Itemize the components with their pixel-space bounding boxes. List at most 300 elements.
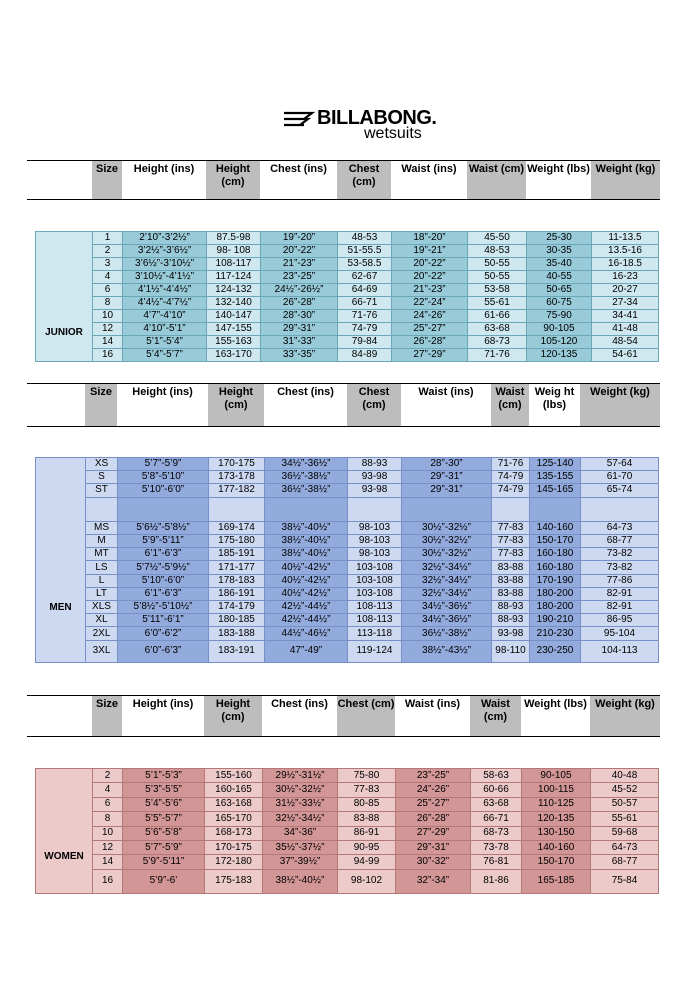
header-height-ins: Height (ins): [132, 698, 194, 710]
cell-height-cm: 178-183: [209, 574, 265, 587]
cell-height-ins: 5’3”-5’5”: [123, 783, 205, 797]
cell-size: 14: [93, 855, 123, 869]
cell-size: 12: [93, 840, 123, 854]
table-row: [36, 271, 659, 284]
cell-waist-cm: 77-83: [492, 535, 530, 548]
cell-weight-kg: [581, 497, 659, 521]
cell-waist-cm: 61-66: [468, 310, 527, 323]
cell-weight-lbs: 110-125: [522, 797, 591, 811]
cell-weight-kg: 64-73: [581, 521, 659, 534]
cell-weight-kg: 27-34: [592, 297, 659, 310]
cell-chest-cm: 90-95: [338, 840, 396, 854]
category-label: WOMEN: [36, 769, 93, 894]
cell-size: 2XL: [86, 627, 118, 640]
cell-chest-ins: 38½”-40½”: [263, 869, 338, 893]
cell-height-ins: 3’10½”-4’1½”: [123, 271, 207, 284]
cell-waist-cm: 50-55: [468, 271, 527, 284]
cell-height-cm: 170-175: [209, 458, 265, 471]
cell-height-ins: 5’8½”-5’10½”: [118, 601, 209, 614]
cell-weight-kg: 16-18.5: [592, 258, 659, 271]
table-row: [36, 471, 659, 484]
cell-chest-ins: 42½”-44½”: [265, 601, 348, 614]
cell-weight-kg: 104-113: [581, 640, 659, 662]
cell-waist-cm: 77-83: [492, 548, 530, 561]
cell-size: 6: [93, 284, 123, 297]
cell-weight-lbs: 135-155: [530, 471, 581, 484]
cell-waist-ins: 30½”-32½”: [402, 521, 492, 534]
cell-chest-cm: 94-99: [338, 855, 396, 869]
header-height-cm: Height (cm): [204, 696, 262, 737]
cell-height-cm: 183-191: [209, 640, 265, 662]
cell-size: 3: [93, 258, 123, 271]
cell-waist-cm: 45-50: [468, 232, 527, 245]
cell-size: 2: [93, 245, 123, 258]
category-label: MEN: [36, 458, 86, 663]
cell-waist-ins: 22”-24”: [392, 297, 468, 310]
cell-chest-ins: 29”-31”: [261, 323, 338, 336]
cell-weight-kg: 82-91: [581, 587, 659, 600]
cell-weight-lbs: 35-40: [527, 258, 592, 271]
cell-height-cm: 98- 108: [207, 245, 261, 258]
cell-chest-ins: 36½”-38½”: [265, 484, 348, 497]
cell-size: 4: [93, 271, 123, 284]
cell-waist-ins: 19”-21”: [392, 245, 468, 258]
cell-height-cm: 124-132: [207, 284, 261, 297]
cell-chest-ins: 31½”-33½”: [263, 797, 338, 811]
cell-weight-lbs: 160-180: [530, 561, 581, 574]
cell-waist-cm: 48-53: [468, 245, 527, 258]
cell-waist-cm: 83-88: [492, 561, 530, 574]
cell-height-cm: 177-182: [209, 484, 265, 497]
header-chest-ins: Chest (ins): [271, 698, 328, 710]
cell-height-cm: 180-185: [209, 614, 265, 627]
table-row: [36, 783, 659, 797]
cell-waist-ins: 29”-31”: [402, 484, 492, 497]
table-row: [36, 336, 659, 349]
junior-size-table: [35, 231, 659, 362]
cell-chest-cm: 98-103: [348, 548, 402, 561]
cell-waist-cm: 98-110: [492, 640, 530, 662]
cell-height-ins: 3’2½”-3’6½”: [123, 245, 207, 258]
cell-waist-cm: [492, 497, 530, 521]
cell-size: MT: [86, 548, 118, 561]
cell-height-cm: 186-191: [209, 587, 265, 600]
cell-waist-ins: 28”-30”: [402, 458, 492, 471]
cell-height-ins: 5’4”-5’6”: [123, 797, 205, 811]
cell-chest-cm: 98-103: [348, 535, 402, 548]
cell-height-ins: 5’6½”-5’8½”: [118, 521, 209, 534]
cell-weight-kg: 54-61: [592, 349, 659, 362]
header-height-cm: Height (cm): [208, 384, 264, 427]
cell-weight-lbs: 150-170: [522, 855, 591, 869]
table-row: [36, 601, 659, 614]
cell-chest-ins: 19”-20”: [261, 232, 338, 245]
cell-waist-ins: 26”-28”: [396, 812, 471, 826]
cell-waist-ins: 24”-26”: [396, 783, 471, 797]
cell-weight-kg: 45-52: [591, 783, 659, 797]
cell-size: LS: [86, 561, 118, 574]
header-chest-cm: Chest (cm): [337, 696, 395, 737]
cell-waist-cm: 53-58: [468, 284, 527, 297]
cell-waist-cm: 83-88: [492, 574, 530, 587]
cell-chest-ins: 37”-39½”: [263, 855, 338, 869]
brand-name: BILLABONG.: [317, 107, 437, 129]
cell-chest-cm: 108-113: [348, 614, 402, 627]
cell-size: LT: [86, 587, 118, 600]
cell-chest-cm: 66-71: [338, 297, 392, 310]
cell-waist-ins: 32½”-34½”: [402, 561, 492, 574]
cell-weight-lbs: 30-35: [527, 245, 592, 258]
cell-chest-cm: [348, 497, 402, 521]
cell-waist-ins: 29”-31”: [396, 840, 471, 854]
cell-weight-lbs: 190-210: [530, 614, 581, 627]
cell-weight-kg: 55-61: [591, 812, 659, 826]
cell-height-cm: 185-191: [209, 548, 265, 561]
cell-weight-lbs: 25-30: [527, 232, 592, 245]
cell-height-cm: 87.5-98: [207, 232, 261, 245]
cell-height-ins: 5’8”-5’10”: [118, 471, 209, 484]
cell-chest-cm: 83-88: [338, 812, 396, 826]
table-row: [36, 258, 659, 271]
cell-height-cm: 165-170: [205, 812, 263, 826]
cell-weight-kg: 64-73: [591, 840, 659, 854]
cell-waist-cm: 76-81: [471, 855, 522, 869]
cell-chest-ins: 21”-23”: [261, 258, 338, 271]
table-row: [36, 245, 659, 258]
table-row: [36, 797, 659, 811]
cell-waist-cm: 63-68: [471, 797, 522, 811]
cell-height-cm: 171-177: [209, 561, 265, 574]
cell-waist-ins: 25”-27”: [396, 797, 471, 811]
cell-chest-ins: 20”-22”: [261, 245, 338, 258]
cell-weight-lbs: 170-190: [530, 574, 581, 587]
cell-size: 12: [93, 323, 123, 336]
cell-waist-cm: 83-88: [492, 587, 530, 600]
header-waist-cm: Waist (cm): [491, 384, 529, 427]
cell-waist-ins: 29”-31”: [402, 471, 492, 484]
cell-waist-ins: 38½”-43½”: [402, 640, 492, 662]
table-row: [36, 458, 659, 471]
cell-chest-ins: 34½”-36½”: [265, 458, 348, 471]
header-size: Size: [85, 384, 117, 427]
header-size: Size: [92, 696, 122, 737]
cell-chest-cm: 108-113: [348, 601, 402, 614]
cell-chest-ins: [265, 497, 348, 521]
table-row: [36, 614, 659, 627]
cell-weight-lbs: 160-180: [530, 548, 581, 561]
cell-chest-ins: 31”-33”: [261, 336, 338, 349]
cell-chest-ins: 35½”-37½”: [263, 840, 338, 854]
cell-height-ins: [118, 497, 209, 521]
cell-height-ins: 5’10”-6’0”: [118, 574, 209, 587]
cell-waist-ins: 34½”-36½”: [402, 614, 492, 627]
junior-header-table: [27, 160, 660, 200]
cell-waist-cm: 68-73: [468, 336, 527, 349]
cell-weight-lbs: 210-230: [530, 627, 581, 640]
cell-height-cm: 160-165: [205, 783, 263, 797]
cell-size: 14: [93, 336, 123, 349]
cell-waist-ins: 30½”-32½”: [402, 535, 492, 548]
cell-weight-kg: 73-82: [581, 561, 659, 574]
cell-chest-cm: 53-58.5: [338, 258, 392, 271]
cell-height-cm: [209, 497, 265, 521]
cell-size: S: [86, 471, 118, 484]
cell-weight-kg: 20-27: [592, 284, 659, 297]
cell-height-cm: 163-170: [207, 349, 261, 362]
cell-waist-cm: 81-86: [471, 869, 522, 893]
cell-waist-ins: 36½”-38½”: [402, 627, 492, 640]
cell-weight-lbs: 50-65: [527, 284, 592, 297]
cell-weight-lbs: 125-140: [530, 458, 581, 471]
cell-weight-kg: 57-64: [581, 458, 659, 471]
table-row: [36, 812, 659, 826]
table-row: [36, 855, 659, 869]
cell-height-ins: 5’1”-5’4”: [123, 336, 207, 349]
cell-height-cm: 147-155: [207, 323, 261, 336]
table-row: [36, 869, 659, 893]
cell-weight-lbs: 230-250: [530, 640, 581, 662]
cell-height-ins: 4’10”-5’1”: [123, 323, 207, 336]
cell-size: [86, 497, 118, 521]
cell-size: 6: [93, 797, 123, 811]
cell-height-ins: 4’7”-4’10”: [123, 310, 207, 323]
cell-weight-kg: 73-82: [581, 548, 659, 561]
cell-height-ins: 2’10”-3’2½”: [123, 232, 207, 245]
cell-height-cm: 175-180: [209, 535, 265, 548]
cell-waist-ins: 30½”-32½”: [402, 548, 492, 561]
cell-size: 8: [93, 297, 123, 310]
cell-height-ins: 5’5”-5’7”: [123, 812, 205, 826]
cell-waist-cm: 68-73: [471, 826, 522, 840]
cell-weight-kg: 16-23: [592, 271, 659, 284]
cell-waist-ins: 20”-22”: [392, 271, 468, 284]
cell-chest-ins: 26”-28”: [261, 297, 338, 310]
cell-size: 2: [93, 769, 123, 783]
category-label: JUNIOR: [36, 232, 93, 362]
cell-height-cm: 155-163: [207, 336, 261, 349]
cell-chest-ins: 40½”-42½”: [265, 561, 348, 574]
table-row: [36, 310, 659, 323]
cell-waist-cm: 88-93: [492, 601, 530, 614]
table-row: [36, 627, 659, 640]
table-row: [36, 640, 659, 662]
men-size-table: [35, 457, 659, 663]
cell-waist-ins: 23”-25”: [396, 769, 471, 783]
cell-chest-ins: 38½”-40½”: [265, 535, 348, 548]
cell-size: 10: [93, 826, 123, 840]
cell-height-cm: 168-173: [205, 826, 263, 840]
header-waist-cm: Waist (cm): [467, 161, 526, 200]
header-size: Size: [92, 161, 122, 200]
cell-chest-ins: 23”-25”: [261, 271, 338, 284]
header-weight-kg: Weight (kg): [580, 384, 660, 427]
cell-chest-cm: 103-108: [348, 587, 402, 600]
table-row: [36, 484, 659, 497]
table-row: [36, 497, 659, 521]
cell-height-ins: 5’9”-5’11”: [118, 535, 209, 548]
table-row: [36, 284, 659, 297]
table-row: [36, 574, 659, 587]
cell-weight-lbs: 130-150: [522, 826, 591, 840]
cell-chest-cm: 51-55.5: [338, 245, 392, 258]
cell-weight-lbs: 165-185: [522, 869, 591, 893]
cell-weight-kg: 82-91: [581, 601, 659, 614]
cell-size: XS: [86, 458, 118, 471]
cell-chest-ins: 40½”-42½”: [265, 587, 348, 600]
cell-chest-ins: 29½”-31½”: [263, 769, 338, 783]
men-header-table: [27, 383, 660, 427]
cell-weight-lbs: 145-165: [530, 484, 581, 497]
cell-waist-cm: 71-76: [468, 349, 527, 362]
cell-chest-ins: 42½”-44½”: [265, 614, 348, 627]
cell-size: MS: [86, 521, 118, 534]
table-row: [36, 548, 659, 561]
header-weight-kg: Weight (kg): [591, 161, 660, 200]
cell-size: 16: [93, 349, 123, 362]
cell-waist-ins: 27”-29”: [396, 826, 471, 840]
cell-size: 10: [93, 310, 123, 323]
header-weight-lbs: Weight (lbs): [527, 163, 590, 175]
cell-waist-cm: 88-93: [492, 614, 530, 627]
cell-chest-cm: 86-91: [338, 826, 396, 840]
table-row: [36, 769, 659, 783]
cell-chest-ins: 30½”-32½”: [263, 783, 338, 797]
cell-height-ins: 5’7”-5’9”: [118, 458, 209, 471]
cell-weight-lbs: 40-55: [527, 271, 592, 284]
cell-chest-cm: 93-98: [348, 471, 402, 484]
cell-size: 4: [93, 783, 123, 797]
cell-waist-ins: 20”-22”: [392, 258, 468, 271]
cell-height-ins: 5’7½”-5’9½”: [118, 561, 209, 574]
cell-chest-cm: 74-79: [338, 323, 392, 336]
header-spacer: [27, 384, 85, 427]
cell-chest-cm: 113-118: [348, 627, 402, 640]
cell-height-cm: 169-174: [209, 521, 265, 534]
cell-waist-cm: 58-63: [471, 769, 522, 783]
cell-waist-cm: 66-71: [471, 812, 522, 826]
cell-waist-cm: 55-61: [468, 297, 527, 310]
header-waist-ins: Waist (ins): [401, 163, 457, 175]
cell-chest-ins: 40½”-42½”: [265, 574, 348, 587]
cell-chest-cm: 119-124: [348, 640, 402, 662]
cell-chest-ins: 44½”-46½”: [265, 627, 348, 640]
cell-weight-lbs: 90-105: [522, 769, 591, 783]
cell-height-cm: 183-188: [209, 627, 265, 640]
cell-chest-ins: 38½”-40½”: [265, 521, 348, 534]
cell-height-ins: 5’11”-6’1”: [118, 614, 209, 627]
cell-waist-cm: 63-68: [468, 323, 527, 336]
cell-height-cm: 132-140: [207, 297, 261, 310]
header-height-cm: Height (cm): [206, 161, 260, 200]
cell-weight-kg: 68-77: [591, 855, 659, 869]
cell-height-ins: 5’9”-5’11”: [123, 855, 205, 869]
cell-chest-ins: 36½”-38½”: [265, 471, 348, 484]
cell-chest-ins: 34”-36”: [263, 826, 338, 840]
cell-weight-kg: 77-86: [581, 574, 659, 587]
cell-waist-cm: 60-66: [471, 783, 522, 797]
table-row: [36, 535, 659, 548]
cell-height-ins: 5’6”-5’8”: [123, 826, 205, 840]
cell-weight-lbs: 140-160: [530, 521, 581, 534]
cell-height-cm: 175-183: [205, 869, 263, 893]
billabong-wave-mark-icon: [282, 109, 316, 129]
header-weight-kg: Weight (kg): [590, 696, 660, 737]
table-row: [36, 349, 659, 362]
cell-weight-kg: 48-54: [592, 336, 659, 349]
cell-waist-cm: 50-55: [468, 258, 527, 271]
cell-height-ins: 6’1”-6’3”: [118, 587, 209, 600]
cell-height-cm: 155-160: [205, 769, 263, 783]
cell-height-cm: 140-147: [207, 310, 261, 323]
cell-chest-cm: 79-84: [338, 336, 392, 349]
cell-waist-cm: 74-79: [492, 471, 530, 484]
header-height-ins: Height (ins): [132, 386, 193, 398]
cell-weight-kg: 68-77: [581, 535, 659, 548]
cell-chest-cm: 62-67: [338, 271, 392, 284]
cell-height-cm: 174-179: [209, 601, 265, 614]
cell-chest-ins: 32½”-34½”: [263, 812, 338, 826]
cell-weight-lbs: 60-75: [527, 297, 592, 310]
header-spacer: [27, 696, 92, 737]
cell-waist-ins: 25”-27”: [392, 323, 468, 336]
cell-weight-kg: 61-70: [581, 471, 659, 484]
cell-chest-ins: 33”-35”: [261, 349, 338, 362]
cell-weight-kg: 50-57: [591, 797, 659, 811]
cell-size: L: [86, 574, 118, 587]
cell-height-cm: 108-117: [207, 258, 261, 271]
cell-weight-kg: 34-41: [592, 310, 659, 323]
cell-weight-kg: 95-104: [581, 627, 659, 640]
header-chest-ins: Chest (ins): [277, 386, 334, 398]
cell-size: 16: [93, 869, 123, 893]
cell-waist-ins: [402, 497, 492, 521]
header-waist-ins: Waist (ins): [418, 386, 474, 398]
cell-chest-cm: 84-89: [338, 349, 392, 362]
cell-size: XL: [86, 614, 118, 627]
header-weight-lbs: Weight (lbs): [524, 698, 587, 710]
cell-height-cm: 172-180: [205, 855, 263, 869]
header-waist-ins: Waist (ins): [404, 698, 461, 710]
cell-height-ins: 5’1”-5’3”: [123, 769, 205, 783]
cell-chest-cm: 93-98: [348, 484, 402, 497]
table-row: [36, 297, 659, 310]
cell-size: 1: [93, 232, 123, 245]
cell-weight-lbs: 140-160: [522, 840, 591, 854]
cell-weight-lbs: 120-135: [527, 349, 592, 362]
cell-chest-cm: 48-53: [338, 232, 392, 245]
cell-waist-ins: 32½”-34½”: [402, 574, 492, 587]
cell-chest-cm: 103-108: [348, 574, 402, 587]
cell-height-ins: 6’0”-6’3”: [118, 640, 209, 662]
table-row: [36, 561, 659, 574]
cell-waist-cm: 93-98: [492, 627, 530, 640]
cell-chest-cm: 98-103: [348, 521, 402, 534]
cell-weight-kg: 86-95: [581, 614, 659, 627]
header-chest-cm: Chest (cm): [337, 161, 391, 200]
cell-weight-kg: 65-74: [581, 484, 659, 497]
cell-chest-ins: 24½”-26½”: [261, 284, 338, 297]
cell-height-cm: 170-175: [205, 840, 263, 854]
cell-waist-ins: 18”-20”: [392, 232, 468, 245]
cell-waist-cm: 73-78: [471, 840, 522, 854]
cell-size: 8: [93, 812, 123, 826]
cell-weight-lbs: 120-135: [522, 812, 591, 826]
cell-chest-ins: 47”-49”: [265, 640, 348, 662]
cell-weight-kg: 59-68: [591, 826, 659, 840]
women-size-table: [35, 768, 659, 894]
cell-height-ins: 5’7”-5’9”: [123, 840, 205, 854]
billabong-logo: [282, 108, 452, 146]
